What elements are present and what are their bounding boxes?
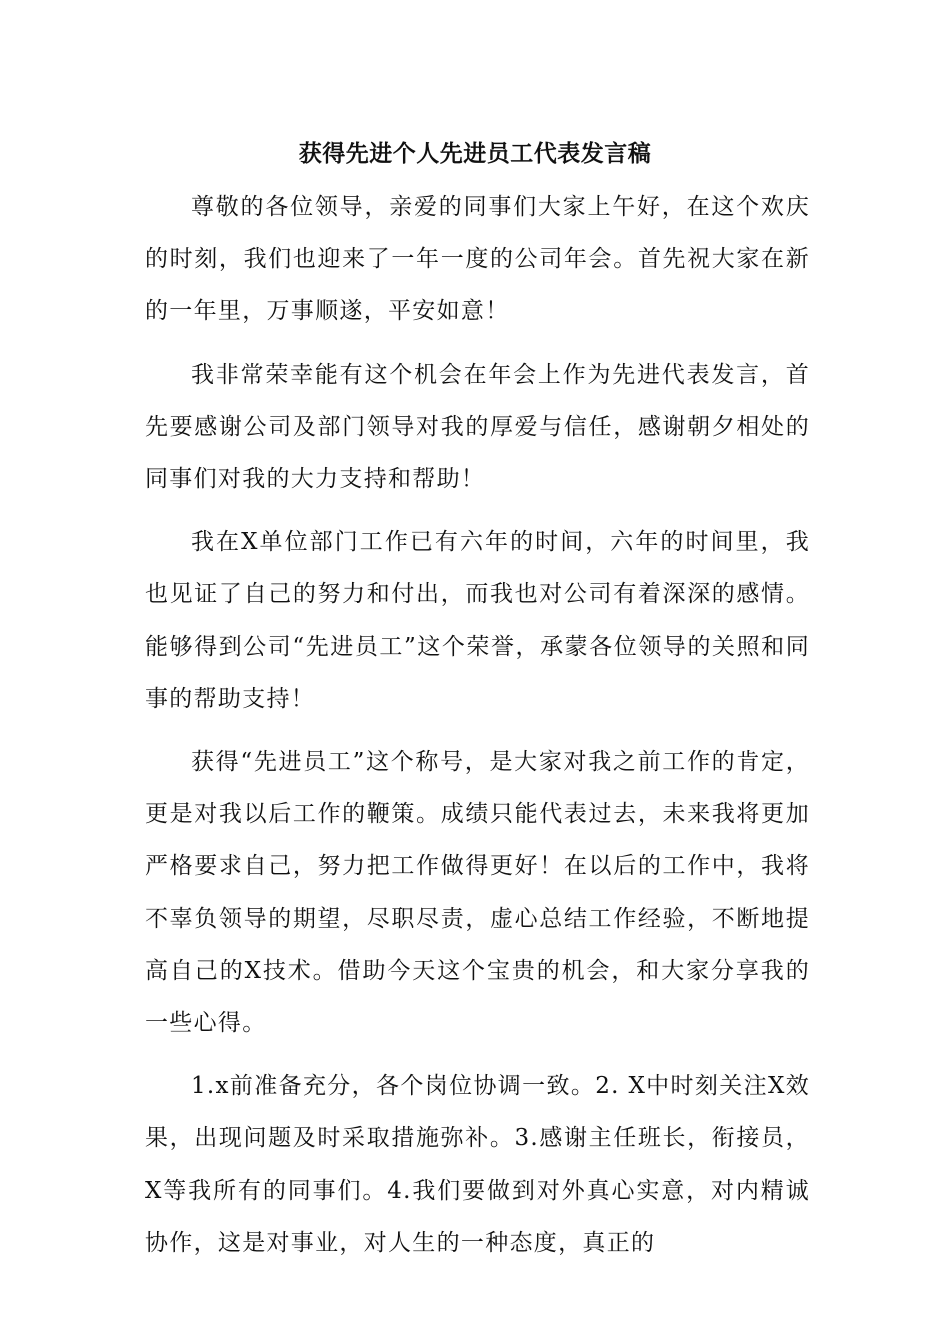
paragraph-thanks: 我非常荣幸能有这个机会在年会上作为先进代表发言，首先要感谢公司及部门领导对我的厚爱与信任，感谢朝夕相处的同事们对我的大力支持和帮助！ (145, 361, 810, 493)
paragraph-points: 1.x前准备充分，各个岗位协调一致。2. X中时刻关注X效果，出现问题及时采取措施弥补。3.感谢主任班长，衔接员，X等我所有的同事们。4.我们要做到对外真心实意，对内精诚协作，这是对事业，对人生的一种态度，真正的 (145, 1073, 810, 1256)
document-title: 获得先进个人先进员工代表发言稿 (298, 140, 652, 167)
paragraph-experience: 我在X单位部门工作已有六年的时间，六年的时间里，我也见证了自己的努力和付出，而我也对公司有着深深的感情。能够得到公司“先进员工”这个荣誉，承蒙各位领导的关照和同事的帮助支持！ (145, 529, 810, 712)
paragraph-commitment: 获得“先进员工”这个称号，是大家对我之前工作的肯定，更是对我以后工作的鞭策。成绩只能代表过去，未来我将更加严格要求自己，努力把工作做得更好！在以后的工作中，我将不辜负领导的期望，尽职尽责，虚心总结工作经验，不断地提高自己的X技术。借助今天这个宝贵的机会，和大家分享我的一些心得。 (145, 749, 810, 1037)
document-body (145, 181, 810, 1280)
paragraph-greeting: 尊敬的各位领导，亲爱的同事们大家上午好，在这个欢庆的时刻，我们也迎来了一年一度的公司年会。首先祝大家在新的一年里，万事顺遂，平安如意！ (145, 194, 810, 325)
